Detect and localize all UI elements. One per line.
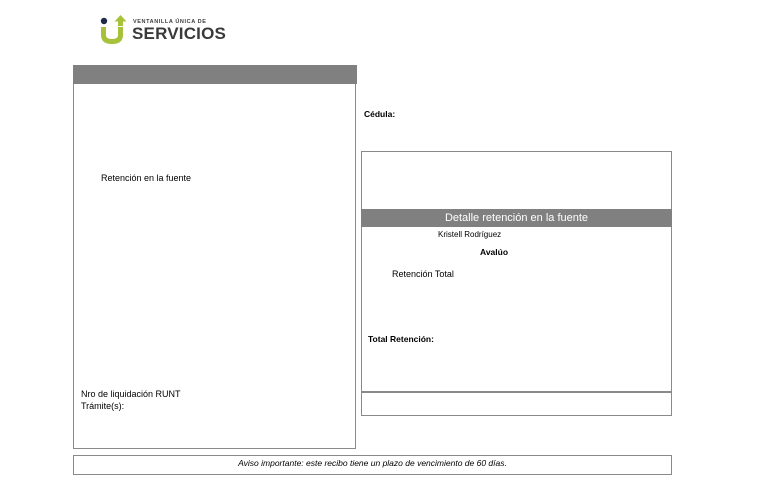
person-name: Kristell Rodríguez	[438, 230, 502, 239]
cedula-label: Cédula:	[364, 109, 396, 119]
detalle-panel-header: Detalle retención en la fuente	[361, 209, 672, 227]
retencion-total-label: Retención Total	[392, 269, 454, 279]
retencion-panel-header	[73, 65, 357, 84]
ventanilla-logo-mark-icon	[99, 14, 129, 46]
detalle-footer-box	[361, 392, 672, 416]
ventanilla-unica-logo	[99, 14, 229, 48]
avaluo-label: Avalúo	[480, 247, 509, 257]
total-retencion-label: Total Retención:	[368, 334, 434, 344]
notice-text: Aviso importante: este recibo tiene un plazo de vencimiento de 60 días.	[238, 458, 507, 468]
tramite-label: Trámite(s):	[81, 401, 125, 411]
retencion-title: Retención en la fuente	[101, 173, 192, 183]
logo-text-line2: SERVICIOS	[132, 24, 227, 43]
runt-liquidation-label: Nro de liquidación RUNT	[81, 389, 181, 399]
logo-text-line1: VENTANILLA ÚNICA DE	[133, 19, 207, 25]
